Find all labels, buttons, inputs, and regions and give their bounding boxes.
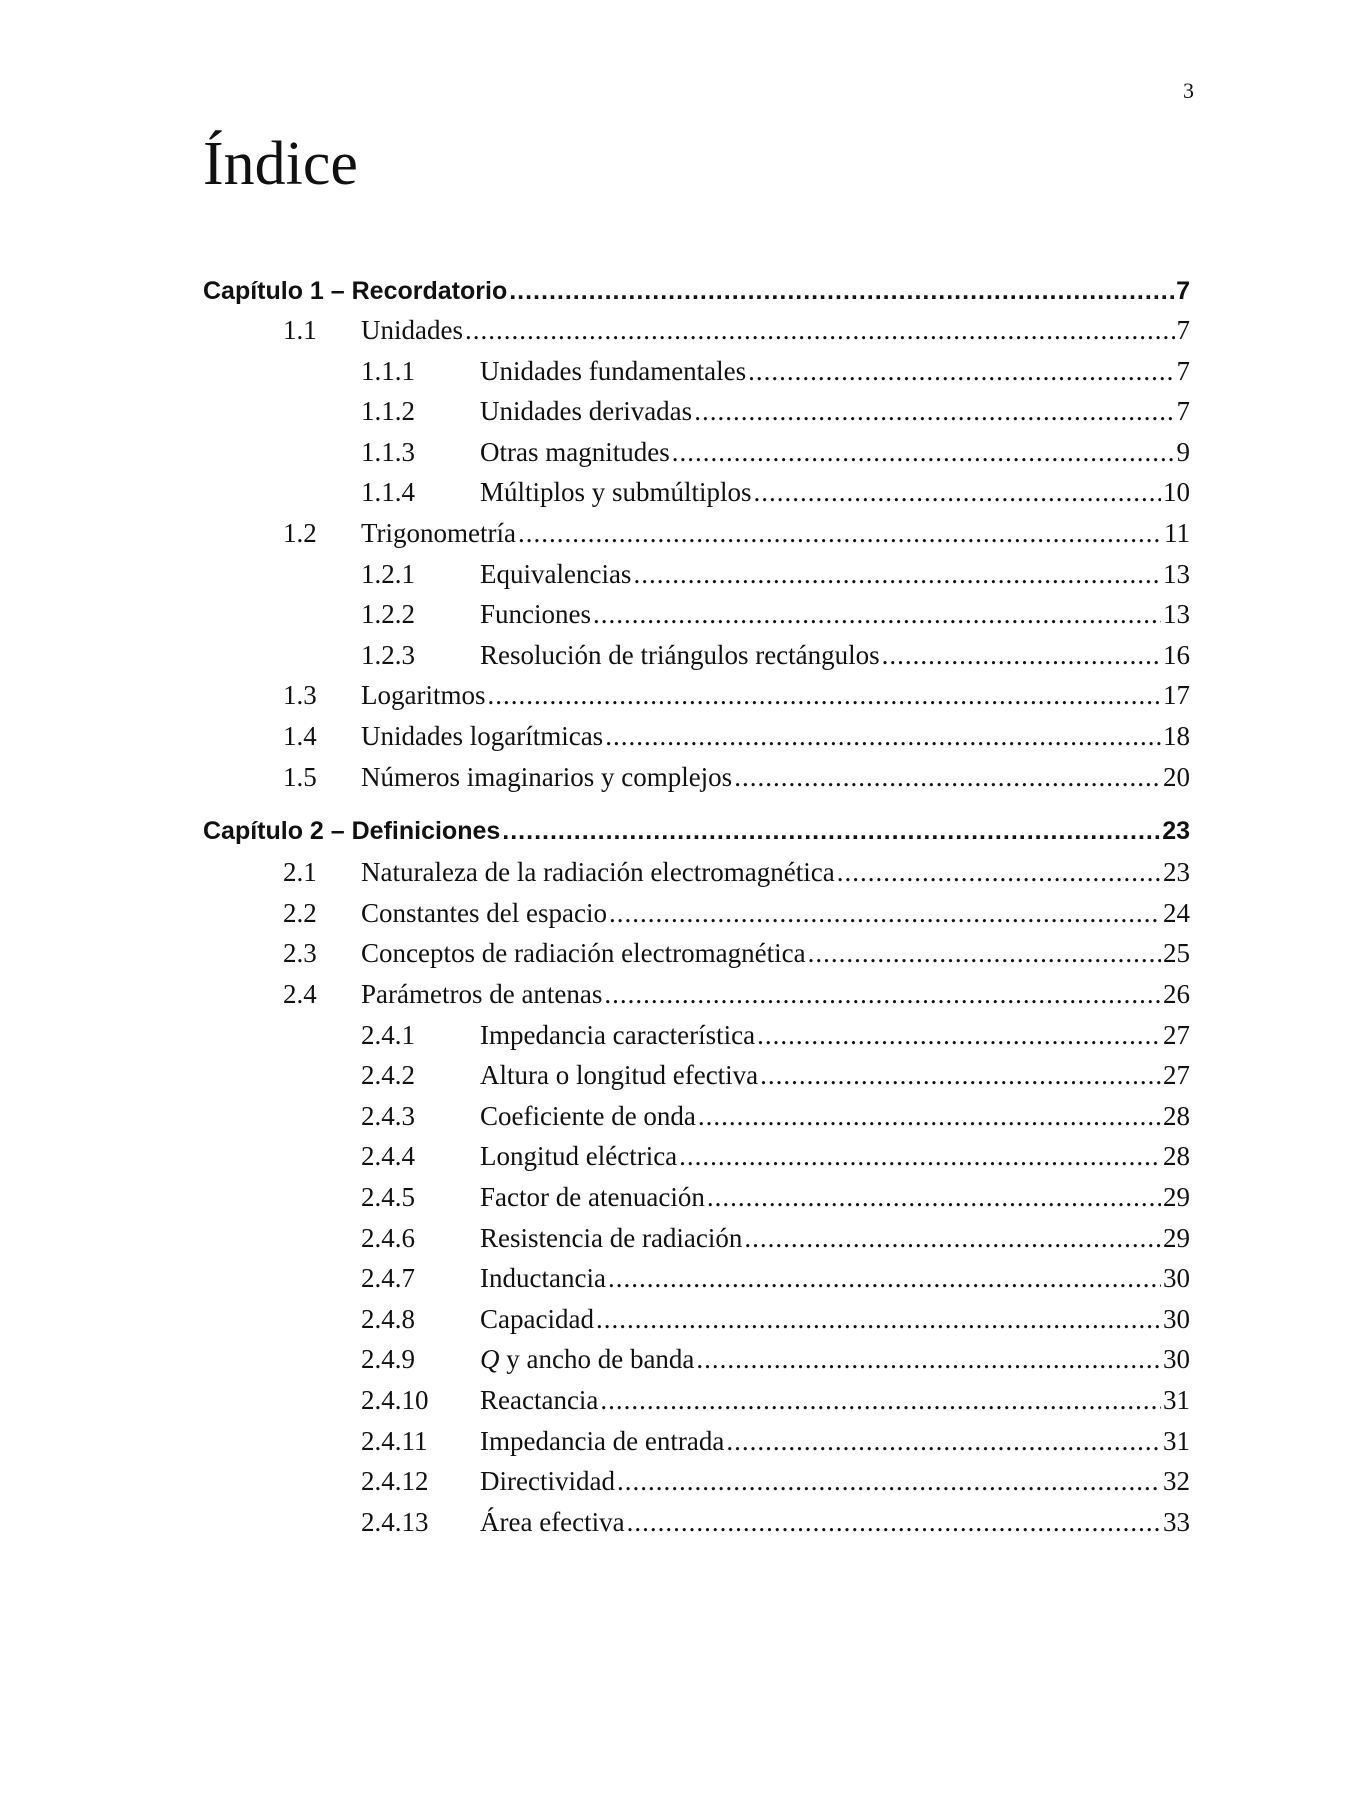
toc-dot-leader [748, 356, 1174, 387]
toc-dot-leader [754, 477, 1161, 508]
toc-subsection-entry[interactable] [203, 477, 1190, 508]
toc-dot-leader [808, 938, 1161, 969]
toc-entry-label: Conceptos de radiación electromagnética [361, 938, 806, 969]
toc-section-entry[interactable] [203, 898, 1190, 929]
toc-subsection-entry[interactable] [203, 599, 1190, 630]
toc-entry-page: 31 [1163, 1425, 1190, 1456]
toc-subsection-entry[interactable] [203, 1182, 1190, 1213]
toc-entry-label: Unidades logarítmicas [361, 721, 604, 751]
toc-entry-label: Unidades [361, 315, 463, 345]
toc-dot-leader [509, 277, 1174, 306]
toc-section-entry[interactable] [203, 762, 1190, 793]
toc-subsection-entry[interactable] [203, 1101, 1190, 1132]
toc-section-entry[interactable] [203, 857, 1190, 888]
toc-subsection-entry[interactable] [203, 1141, 1190, 1172]
toc-entry-label: Números imaginarios y complejos [361, 761, 733, 792]
toc-entry-number: 2.4.1 [361, 1019, 415, 1050]
toc-entry-page: 28 [1163, 1141, 1190, 1172]
toc-entry-label: Altura o longitud efectiva [480, 1060, 759, 1091]
toc-entry-number: 1.2.2 [361, 599, 415, 630]
toc-dot-leader [596, 1304, 1161, 1335]
toc-entry-page: 18 [1163, 721, 1190, 751]
toc-entry-number: 2.4.7 [361, 1263, 415, 1294]
toc-entry-page: 25 [1163, 938, 1190, 969]
toc-subsection-entry[interactable] [203, 1060, 1190, 1091]
toc-subsection-entry[interactable] [203, 1426, 1190, 1457]
toc-entry-label: Parámetros de antenas [361, 979, 603, 1009]
toc-subsection-entry[interactable] [203, 1385, 1190, 1416]
toc-entry-number: 1.2.3 [361, 639, 415, 670]
toc-section-entry[interactable] [203, 721, 1190, 752]
toc-entry-label: Longitud eléctrica [480, 1141, 678, 1172]
toc-dot-leader [465, 315, 1175, 346]
toc-entry-label: Reactancia [480, 1385, 599, 1415]
toc-entry-label: Área efectiva [480, 1506, 625, 1537]
toc-entry-page: 32 [1163, 1466, 1190, 1497]
toc-entry-page: 7 [1176, 315, 1190, 345]
toc-dot-leader [605, 721, 1161, 752]
toc-entry-number: 2.4.12 [361, 1466, 429, 1497]
toc-dot-leader [672, 437, 1175, 468]
toc-entry-page: 23 [1162, 816, 1190, 845]
toc-entry-label [480, 1344, 694, 1375]
toc-entry-number: 2.4.6 [361, 1222, 415, 1253]
toc-entry-number: 2.4 [283, 979, 317, 1009]
toc-dot-leader [694, 396, 1174, 427]
toc-section-entry[interactable] [203, 979, 1190, 1010]
toc-section-entry[interactable] [203, 680, 1190, 711]
toc-dot-leader [608, 1263, 1161, 1294]
toc-subsection-entry[interactable] [203, 1263, 1190, 1294]
toc-entry-page: 27 [1163, 1060, 1190, 1091]
toc-section-entry[interactable] [203, 315, 1190, 346]
toc-dot-leader [627, 1507, 1161, 1538]
toc-entry-page: 9 [1176, 436, 1190, 467]
toc-entry-label: Capítulo 1 – Recordatorio [203, 277, 508, 305]
toc-dot-leader [882, 640, 1161, 671]
toc-entry-number: 1.5 [283, 761, 317, 792]
toc-entry-number: 2.1 [283, 857, 317, 888]
toc-entry-label: Equivalencias [480, 558, 632, 589]
toc-entry-number: 1.2.1 [361, 558, 415, 589]
toc-subsection-entry[interactable] [203, 1223, 1190, 1254]
toc-entry-page: 16 [1163, 639, 1190, 670]
toc-subsection-entry[interactable] [203, 1304, 1190, 1335]
toc-entry-label: Funciones [480, 599, 591, 630]
toc-entry-label-italic: Q [480, 1344, 500, 1375]
toc-entry-label: Factor de atenuación [480, 1182, 705, 1212]
toc-dot-leader [726, 1426, 1161, 1457]
toc-entry-page: 10 [1163, 477, 1190, 508]
toc-entry-label: Directividad [480, 1466, 615, 1497]
toc-entry-page: 30 [1163, 1263, 1190, 1294]
toc-entry-label: Capacidad [480, 1303, 594, 1334]
toc-entry-page: 23 [1163, 857, 1190, 888]
toc-entry-number: 2.4.2 [361, 1060, 415, 1091]
toc-entry-label: Resistencia de radiación [480, 1222, 743, 1253]
toc-dot-leader [487, 680, 1161, 711]
toc-dot-leader [698, 1101, 1161, 1132]
toc-dot-leader [760, 1060, 1161, 1091]
toc-dot-leader [593, 599, 1161, 630]
toc-entry-number: 1.1.2 [361, 396, 415, 427]
toc-entry-number: 1.1.1 [361, 355, 415, 386]
toc-dot-leader [734, 762, 1161, 793]
toc-dot-leader [617, 1466, 1161, 1497]
toc-section-entry[interactable] [203, 518, 1190, 549]
toc-dot-leader [707, 1182, 1161, 1213]
toc-entry-number: 2.2 [283, 897, 317, 928]
toc-entry-number: 2.4.13 [361, 1506, 429, 1537]
toc-subsection-entry[interactable] [203, 1466, 1190, 1497]
toc-entry-page: 31 [1163, 1385, 1190, 1415]
toc-dot-leader [609, 898, 1161, 929]
toc-entry-label: Naturaleza de la radiación electromagnética [361, 857, 835, 888]
toc-entry-page: 11 [1164, 518, 1190, 548]
page-title: Índice [203, 130, 358, 198]
toc-dot-leader [502, 817, 1160, 846]
toc-dot-leader [679, 1141, 1161, 1172]
toc-subsection-entry[interactable] [203, 559, 1190, 590]
toc-entry-label-text: y ancho de banda [499, 1344, 695, 1375]
toc-entry-number: 2.3 [283, 938, 317, 969]
toc-entry-page: 26 [1163, 979, 1190, 1009]
toc-entry-page: 13 [1163, 599, 1190, 630]
toc-entry-label: Unidades fundamentales [480, 355, 747, 386]
toc-subsection-entry[interactable] [203, 1507, 1190, 1538]
toc-subsection-entry[interactable] [203, 640, 1190, 671]
toc-entry-label: Múltiplos y submúltiplos [480, 477, 752, 508]
toc-entry-page: 29 [1163, 1222, 1190, 1253]
toc-entry-page: 24 [1163, 897, 1190, 928]
toc-dot-leader [633, 559, 1161, 590]
toc-entry-number: 1.3 [283, 680, 317, 711]
toc-entry-page: 28 [1163, 1100, 1190, 1131]
toc-entry-label: Logaritmos [361, 680, 486, 711]
toc-subsection-entry[interactable] [203, 1344, 1190, 1375]
toc-entry-label: Capítulo 2 – Definiciones [203, 816, 501, 845]
toc-subsection-entry[interactable] [203, 356, 1190, 387]
toc-entry-number: 1.1.3 [361, 436, 415, 467]
toc-subsection-entry[interactable] [203, 396, 1190, 427]
toc-entry-label: Unidades derivadas [480, 396, 693, 427]
toc-entry-page: 7 [1176, 277, 1190, 305]
toc-entry-number: 2.4.4 [361, 1141, 415, 1172]
toc-entry-page: 7 [1176, 396, 1190, 427]
toc-entry-page: 17 [1163, 680, 1190, 711]
toc-dot-leader [757, 1020, 1161, 1051]
toc-dot-leader [696, 1344, 1161, 1375]
toc-entry-number: 2.4.5 [361, 1182, 415, 1212]
toc-entry-number: 1.4 [283, 721, 317, 751]
toc-entry-label: Impedancia de entrada [480, 1425, 725, 1456]
toc-entry-page: 33 [1163, 1506, 1190, 1537]
toc-entry-number: 2.4.11 [361, 1425, 428, 1456]
toc-chapter-entry[interactable] [203, 277, 1190, 306]
toc-entry-number: 2.4.8 [361, 1303, 415, 1334]
toc-section-entry[interactable] [203, 938, 1190, 969]
toc-entry-label: Impedancia característica [480, 1019, 756, 1050]
toc-dot-leader [837, 857, 1161, 888]
toc-entry-number: 1.2 [283, 518, 317, 548]
toc-entry-number: 1.1 [283, 315, 317, 345]
toc-subsection-entry[interactable] [203, 1020, 1190, 1051]
toc-entry-number: 2.4.9 [361, 1344, 415, 1375]
toc-entry-label: Resolución de triángulos rectángulos [480, 639, 880, 670]
toc-entry-page: 7 [1176, 355, 1190, 386]
toc-entry-label: Coeficiente de onda [480, 1100, 696, 1131]
toc-entry-page: 20 [1163, 761, 1190, 792]
page-number: 3 [1183, 78, 1194, 103]
toc-chapter-entry[interactable] [203, 817, 1190, 846]
toc-entry-page: 30 [1163, 1344, 1190, 1375]
toc-entry-label: Otras magnitudes [480, 436, 670, 467]
toc-entry-number: 1.1.4 [361, 477, 415, 508]
toc-entry-page: 13 [1163, 558, 1190, 589]
toc-entry-label: Inductancia [480, 1263, 606, 1294]
toc-entry-number: 2.4.3 [361, 1100, 415, 1131]
toc-dot-leader [744, 1223, 1161, 1254]
toc-entry-label: Constantes del espacio [361, 897, 607, 928]
toc-entry-number: 2.4.10 [361, 1385, 429, 1415]
toc-entry-page: 30 [1163, 1303, 1190, 1334]
toc-dot-leader [518, 518, 1162, 549]
toc-entry-page: 29 [1163, 1182, 1190, 1212]
toc-entry-page: 27 [1163, 1019, 1190, 1050]
toc-dot-leader [604, 979, 1161, 1010]
toc-dot-leader [600, 1385, 1161, 1416]
toc-subsection-entry[interactable] [203, 437, 1190, 468]
toc-entry-label: Trigonometría [361, 518, 516, 548]
